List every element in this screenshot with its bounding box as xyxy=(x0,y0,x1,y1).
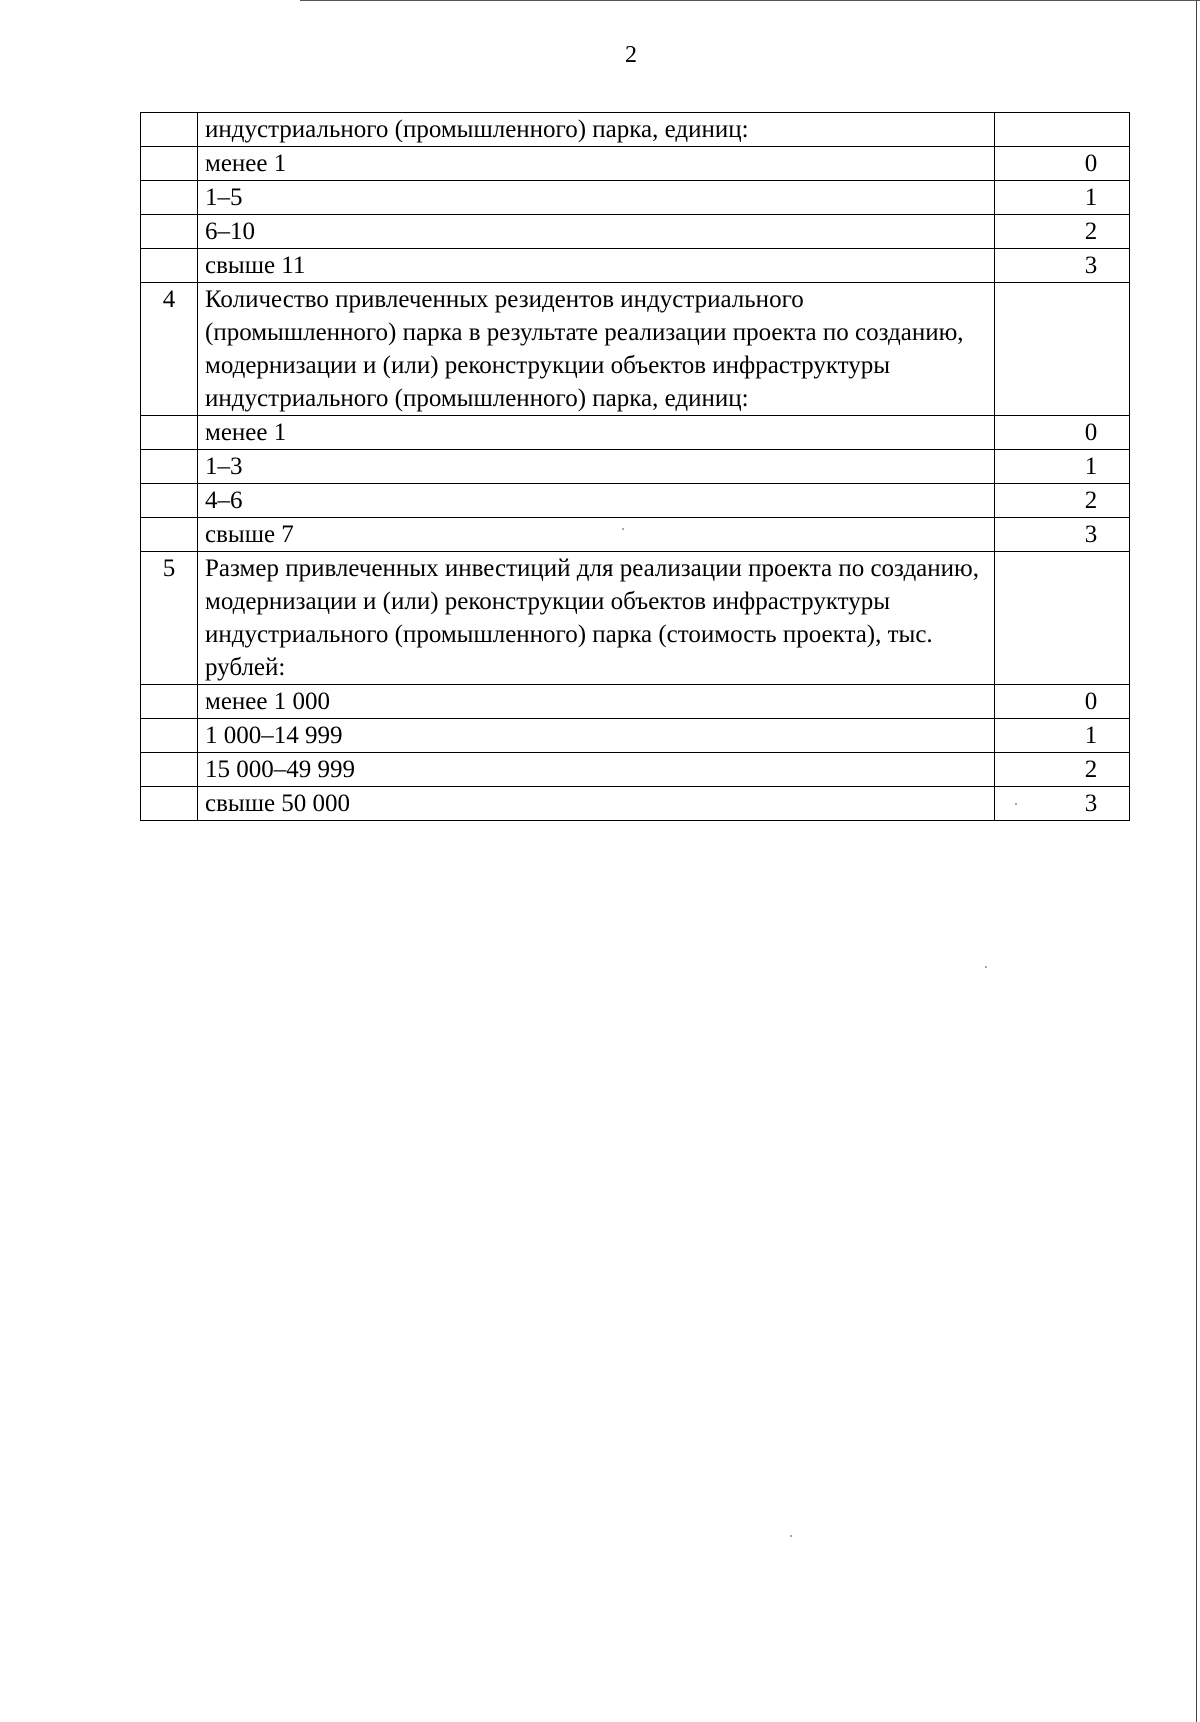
score-cell xyxy=(995,283,1130,416)
score-cell: 2 xyxy=(995,215,1130,249)
scan-speck xyxy=(622,528,624,530)
scan-speck xyxy=(1015,803,1017,805)
option-row xyxy=(141,753,1130,787)
score-cell: 1 xyxy=(995,719,1130,753)
score-cell: 1 xyxy=(995,181,1130,215)
score-cell: 3 xyxy=(995,787,1130,821)
score-cell xyxy=(995,113,1130,147)
criterion-row xyxy=(141,552,1130,685)
score-cell: 0 xyxy=(995,685,1130,719)
scan-speck xyxy=(790,1535,792,1537)
row-number-cell xyxy=(141,787,198,821)
option-row xyxy=(141,215,1130,249)
option-text-cell: свыше 7 xyxy=(198,518,995,552)
row-number-cell xyxy=(141,249,198,283)
row-number-cell xyxy=(141,685,198,719)
row-number-cell: 5 xyxy=(141,552,198,685)
row-number-cell xyxy=(141,518,198,552)
option-text-cell: 1–5 xyxy=(198,181,995,215)
option-text-cell: 1–3 xyxy=(198,450,995,484)
option-row xyxy=(141,416,1130,450)
score-cell: 0 xyxy=(995,147,1130,181)
row-number-cell xyxy=(141,113,198,147)
option-text-cell: индустриального (промышленного) парка, единиц: xyxy=(198,113,995,147)
page-number: 2 xyxy=(625,42,637,68)
option-text-cell: менее 1 xyxy=(198,147,995,181)
row-number-cell xyxy=(141,450,198,484)
criteria-table-body xyxy=(141,113,1130,821)
option-row xyxy=(141,484,1130,518)
option-text-cell: свыше 11 xyxy=(198,249,995,283)
criterion-row xyxy=(141,283,1130,416)
option-row xyxy=(141,249,1130,283)
row-number-cell xyxy=(141,484,198,518)
option-row xyxy=(141,787,1130,821)
row-number-cell xyxy=(141,215,198,249)
scan-edge-top xyxy=(300,0,1200,1)
row-number-cell xyxy=(141,147,198,181)
score-cell: 3 xyxy=(995,249,1130,283)
criteria-table xyxy=(140,112,1130,821)
option-row xyxy=(141,518,1130,552)
option-text-cell: менее 1 000 xyxy=(198,685,995,719)
option-text-cell: 4–6 xyxy=(198,484,995,518)
option-row xyxy=(141,450,1130,484)
option-text-cell: 15 000–49 999 xyxy=(198,753,995,787)
option-row xyxy=(141,113,1130,147)
row-number-cell xyxy=(141,181,198,215)
option-text-cell: 6–10 xyxy=(198,215,995,249)
score-cell xyxy=(995,552,1130,685)
option-text-cell: менее 1 xyxy=(198,416,995,450)
option-text-cell: свыше 50 000 xyxy=(198,787,995,821)
score-cell: 3 xyxy=(995,518,1130,552)
score-cell: 0 xyxy=(995,416,1130,450)
score-cell: 2 xyxy=(995,753,1130,787)
score-cell: 2 xyxy=(995,484,1130,518)
row-number-cell: 4 xyxy=(141,283,198,416)
row-number-cell xyxy=(141,753,198,787)
option-row xyxy=(141,147,1130,181)
criterion-text-cell: Количество привлеченных резидентов индустриального (промышленного) парка в результате реализации проекта по созданию, модернизации и (или) реконструкции объектов инфраструктуры индустриального (промышленного) парка, единиц: xyxy=(198,283,995,416)
option-row xyxy=(141,181,1130,215)
row-number-cell xyxy=(141,719,198,753)
option-row xyxy=(141,685,1130,719)
row-number-cell xyxy=(141,416,198,450)
option-row xyxy=(141,719,1130,753)
scan-edge-right xyxy=(1196,0,1197,1722)
criterion-text-cell: Размер привлеченных инвестиций для реализации проекта по созданию, модернизации и (или) реконструкции объектов инфраструктуры индустриального (промышленного) парка (стоимость проекта), тыс. рублей: xyxy=(198,552,995,685)
option-text-cell: 1 000–14 999 xyxy=(198,719,995,753)
score-cell: 1 xyxy=(995,450,1130,484)
scan-speck xyxy=(985,966,987,968)
